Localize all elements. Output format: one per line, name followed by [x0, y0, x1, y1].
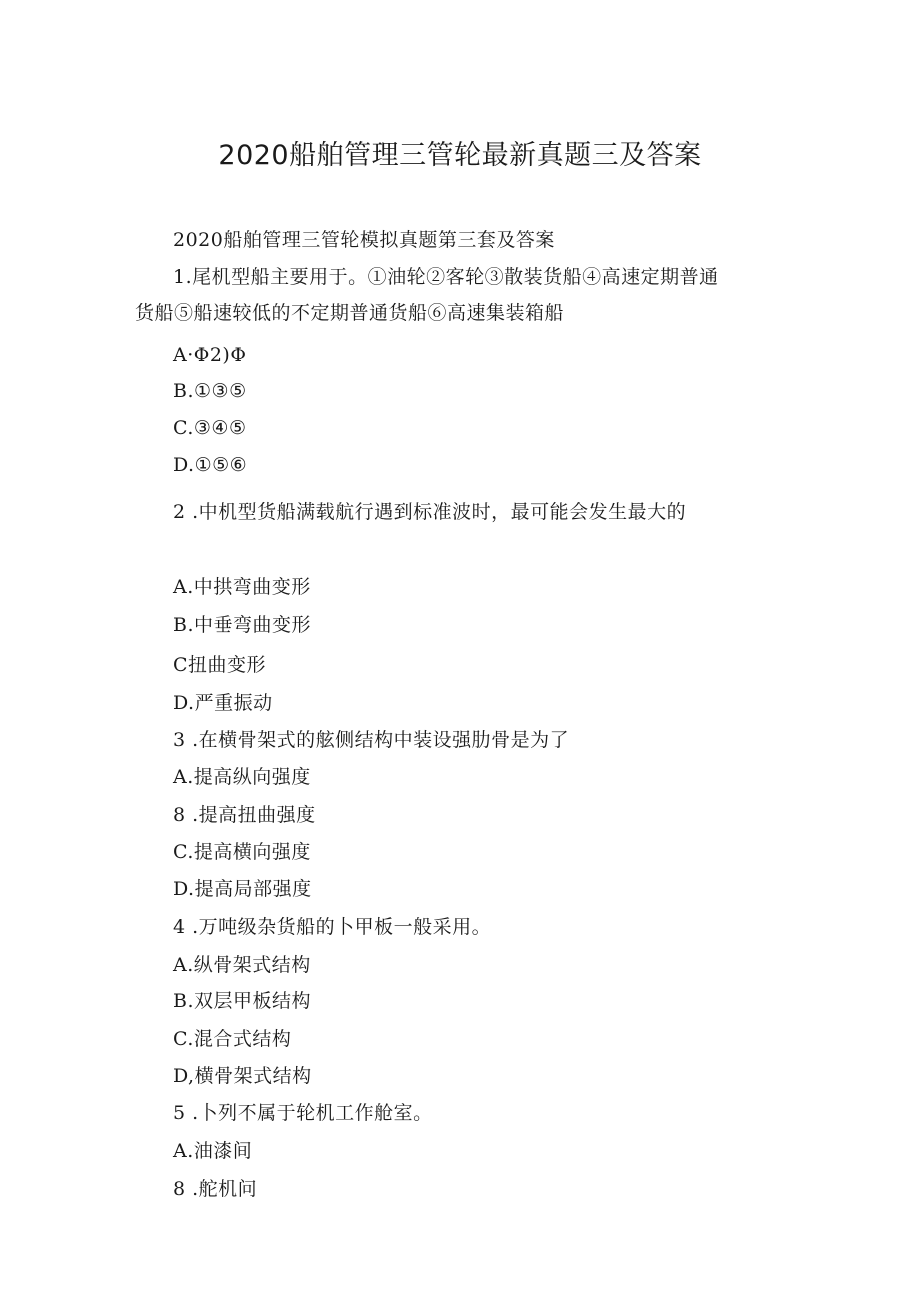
question-4-option-c: C.混合式结构 — [173, 1028, 292, 1050]
question-2-option-a: A.中拱弯曲变形 — [173, 576, 311, 598]
question-5-option-a: A.油漆间 — [173, 1140, 253, 1162]
question-4-option-b: B.双层甲板结构 — [173, 990, 312, 1012]
question-2-option-b: B.中垂弯曲变形 — [173, 614, 312, 636]
question-3-stem: 3 .在横骨架式的舷侧结构中装设强肋骨是为了 — [173, 729, 570, 751]
question-2-option-d: D.严重振动 — [173, 692, 273, 714]
question-1-stem: 1.尾机型船主要用于。①油轮②客轮③散装货船④高速定期普通 — [173, 266, 719, 288]
question-3-option-a: A.提高纵向强度 — [173, 766, 311, 788]
question-3-option-d: D.提高局部强度 — [173, 878, 312, 900]
question-4-option-d: D,横骨架式结构 — [173, 1065, 312, 1087]
question-5-option-b: 8 .舵机问 — [173, 1178, 258, 1200]
question-1-stem-continued: 货船⑤船速较低的不定期普通货船⑥高速集装箱船 — [135, 302, 565, 324]
question-3-option-b: 8 .提高扭曲强度 — [173, 804, 316, 826]
question-4-option-a: A.纵骨架式结构 — [173, 954, 311, 976]
question-2-option-c: C扭曲变形 — [173, 654, 267, 676]
question-1-option-b: B.①③⑤ — [173, 380, 247, 402]
question-3-option-c: C.提高横向强度 — [173, 841, 311, 863]
question-1-option-c: C.③④⑤ — [173, 417, 247, 439]
question-5-stem: 5 .卜列不属于轮机工作舱室。 — [173, 1102, 433, 1124]
question-1-option-d: D.①⑤⑥ — [173, 454, 248, 476]
question-4-stem: 4 .万吨级杂货船的卜甲板一般采用。 — [173, 916, 492, 938]
question-1-option-a: A·Φ2)Φ — [173, 344, 247, 366]
question-2-stem: 2 .中机型货船满载航行遇到标准波时，最可能会发生最大的 — [173, 501, 687, 523]
document-title: 2020船舶管理三管轮最新真题三及答案 — [218, 140, 702, 171]
document-subtitle: 2020船舶管理三管轮模拟真题第三套及答案 — [173, 229, 555, 251]
